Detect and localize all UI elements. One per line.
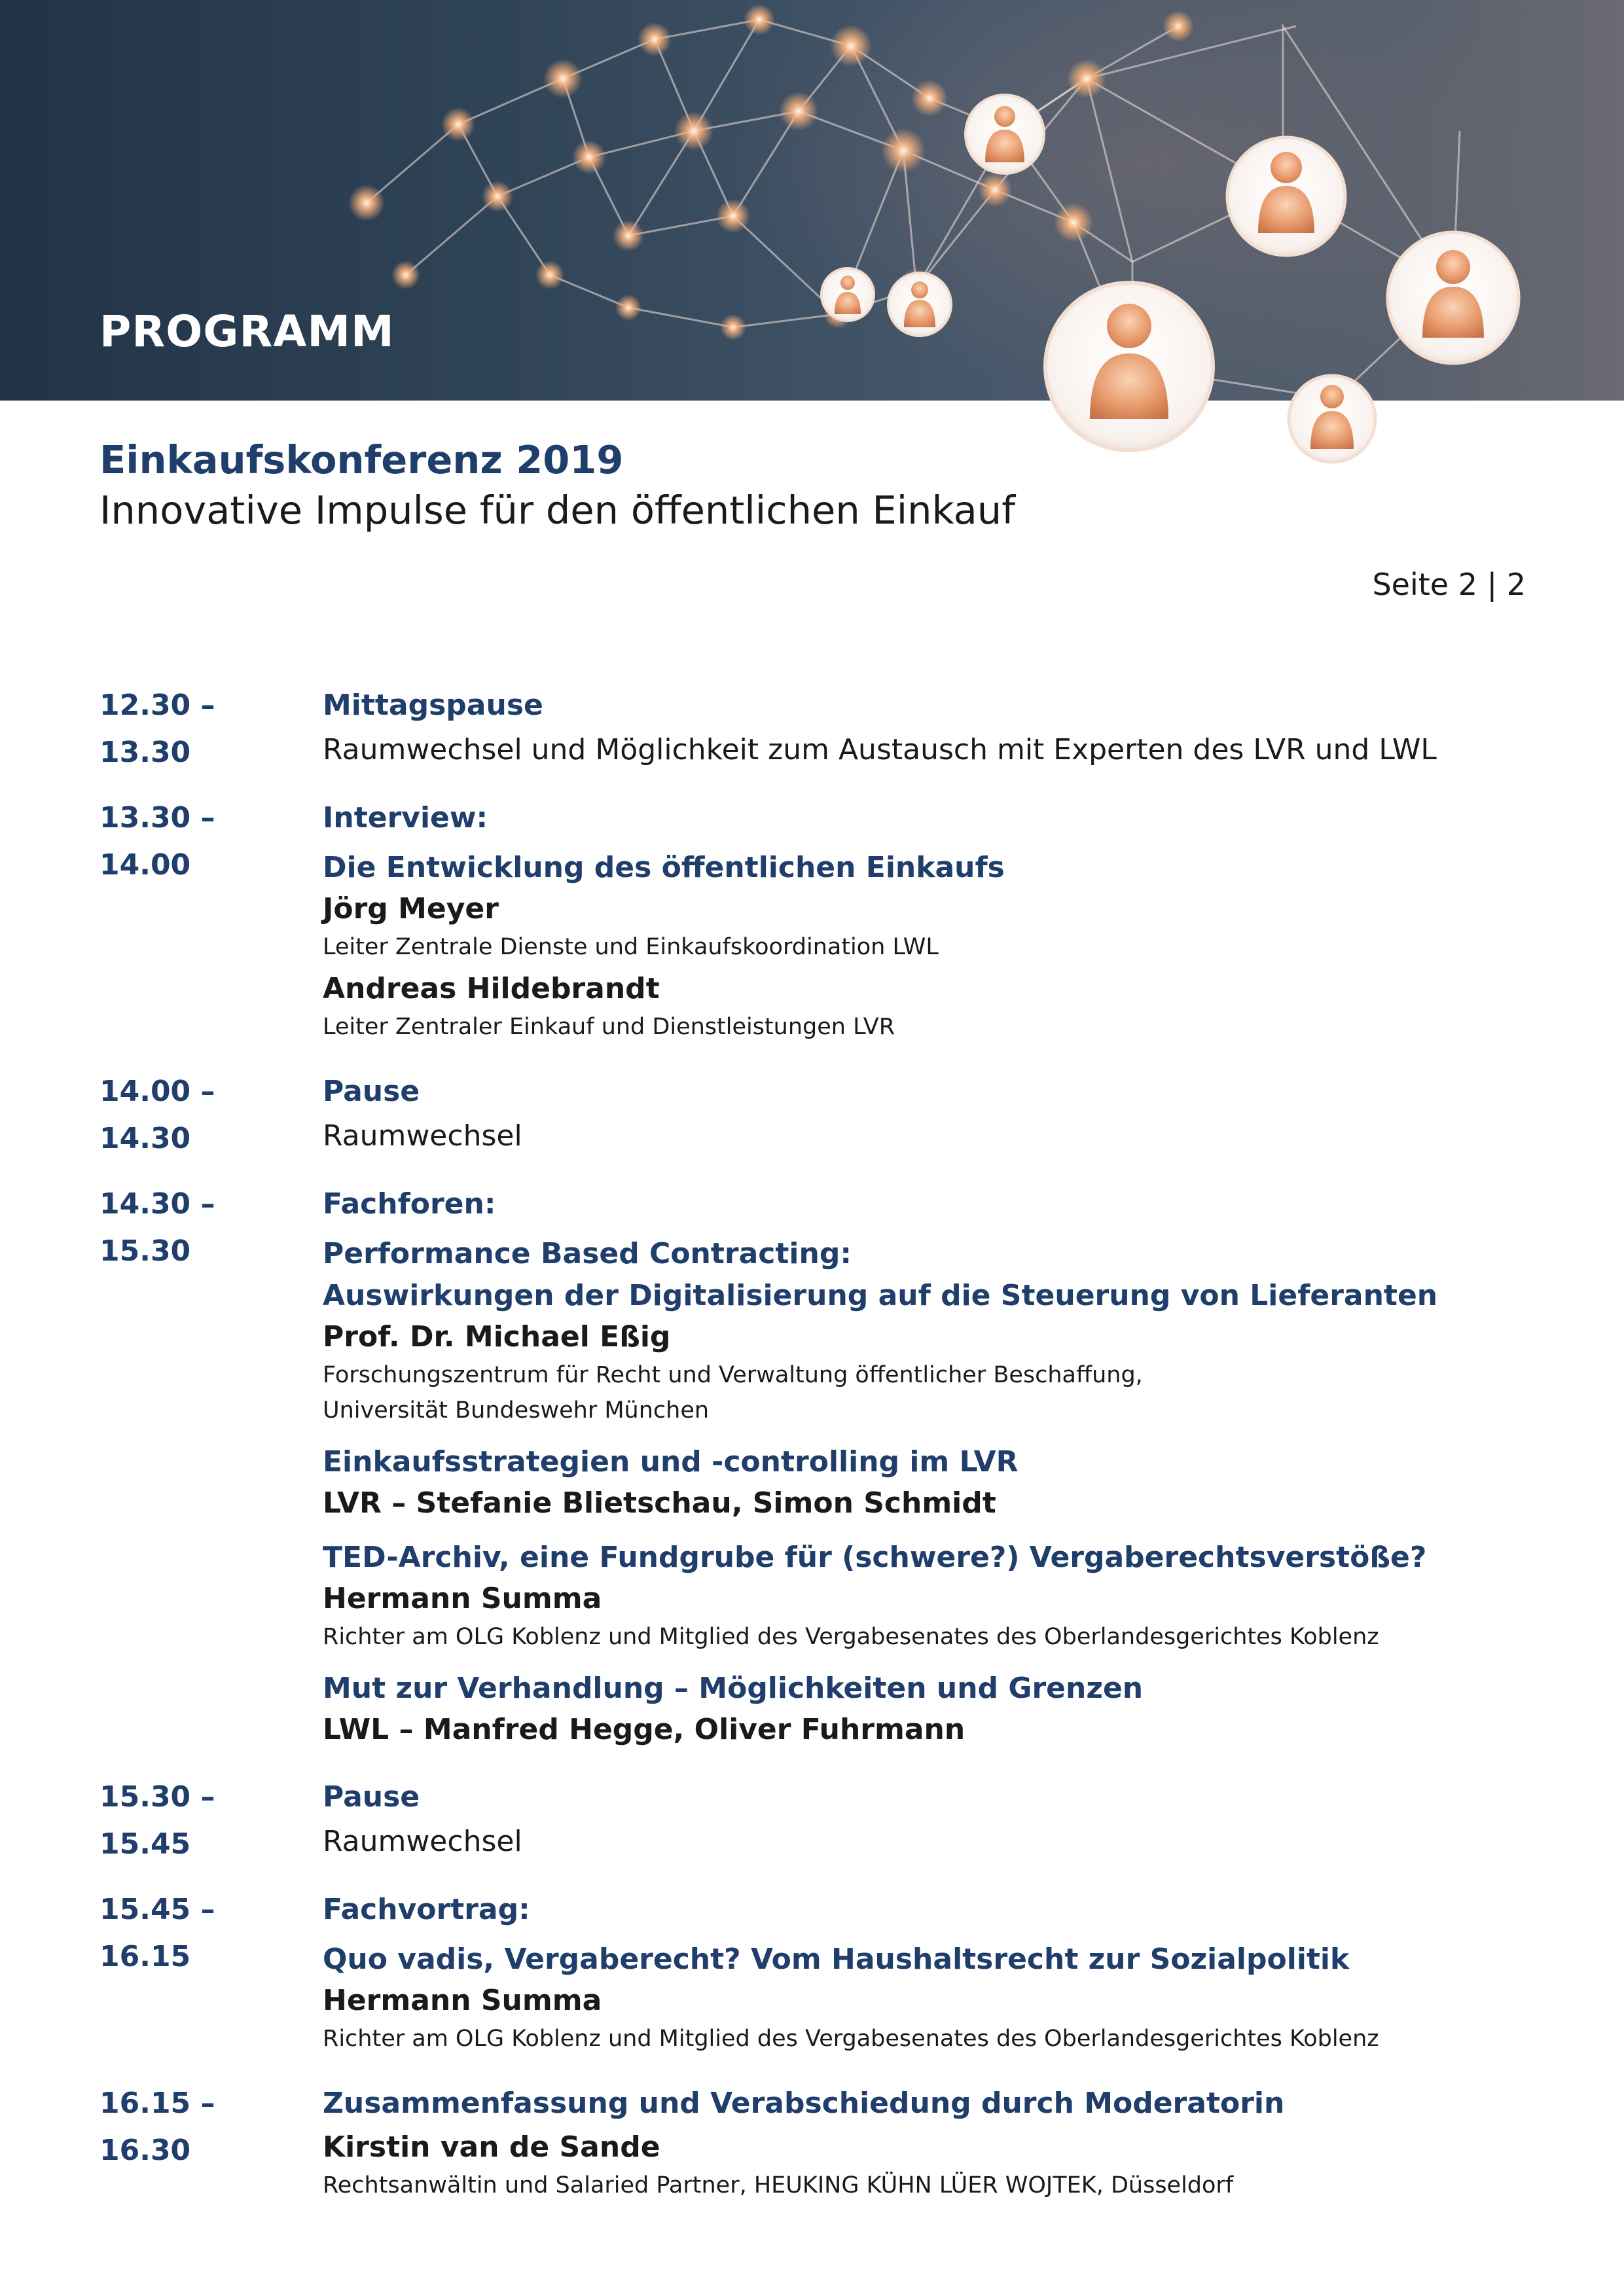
agenda-time: 12.30 – 13.30 xyxy=(99,689,215,769)
forum-block xyxy=(323,1233,1540,1428)
speaker-role: Forschungszentrum für Recht und Verwaltung öffentlicher Beschaffung, xyxy=(323,1362,1143,1388)
agenda-item xyxy=(99,1068,1540,1157)
agenda-label: Pause xyxy=(323,1075,420,1108)
agenda-time: 13.30 – 14.00 xyxy=(99,801,215,882)
speaker-name: LVR – Stefanie Blietschau, Simon Schmidt xyxy=(323,1486,996,1520)
agenda-label: Mittagspause xyxy=(323,689,543,722)
agenda-item xyxy=(99,1181,1540,1750)
speaker-role: Richter am OLG Koblenz und Mitglied des Vergabesenates des Oberlandesgerichtes Koblenz xyxy=(323,1624,1379,1650)
speaker-role-line2: Universität Bundeswehr München xyxy=(323,1397,710,1424)
agenda-label: Fachvortrag: xyxy=(323,1893,530,1926)
speaker-role: Rechtsanwältin und Salaried Partner, HEUKING KÜHN LÜER WOJTEK, Düsseldorf xyxy=(323,2172,1234,2198)
speaker-name: LWL – Manfred Hegge, Oliver Fuhrmann xyxy=(323,1713,965,1746)
header-banner-image xyxy=(0,0,1624,401)
speaker-name: Hermann Summa xyxy=(323,1984,602,2017)
agenda-time: 15.45 – 16.15 xyxy=(99,1893,215,1973)
speaker-name: Hermann Summa xyxy=(323,1582,602,1615)
agenda-time: 16.15 – 16.30 xyxy=(99,2087,215,2167)
forum-title: Performance Based Contracting: xyxy=(323,1237,852,1270)
agenda-note: Raumwechsel xyxy=(323,1825,522,1858)
agenda-item xyxy=(99,682,1540,771)
speaker-name: Prof. Dr. Michael Eßig xyxy=(323,1320,671,1354)
conference-title: Einkaufskonferenz 2019 xyxy=(99,437,624,482)
forum-block xyxy=(323,1441,1540,1524)
speaker-name: Kirstin van de Sande xyxy=(323,2130,660,2164)
forum-block xyxy=(323,1668,1540,1750)
speaker-name: Andreas Hildebrandt xyxy=(323,972,660,1005)
agenda-label: Pause xyxy=(323,1780,420,1814)
forum-title: Mut zur Verhandlung – Möglichkeiten und Grenzen xyxy=(323,1672,1144,1705)
agenda-note: Raumwechsel xyxy=(323,1119,522,1153)
agenda-label: Zusammenfassung und Verabschiedung durch Moderatorin xyxy=(323,2087,1285,2120)
forum-block xyxy=(323,1537,1540,1655)
agenda-time: 15.30 – 15.45 xyxy=(99,1780,215,1861)
agenda-item xyxy=(99,2080,1540,2203)
talk-title: Quo vadis, Vergaberecht? Vom Haushaltsrecht zur Sozialpolitik xyxy=(323,1943,1350,1976)
agenda-item xyxy=(99,1774,1540,1863)
agenda-item xyxy=(99,1886,1540,2056)
speaker-name: Jörg Meyer xyxy=(323,892,499,925)
forum-title-line2: Auswirkungen der Digitalisierung auf die Steuerung von Lieferanten xyxy=(323,1279,1438,1312)
speaker-role: Leiter Zentraler Einkauf und Dienstleistungen LVR xyxy=(323,1014,895,1040)
speaker-role: Leiter Zentrale Dienste und Einkaufskoordination LWL xyxy=(323,934,939,960)
agenda-label: Interview: xyxy=(323,801,488,834)
forum-title: TED-Archiv, eine Fundgrube für (schwere?) Vergaberechtsverstöße? xyxy=(323,1541,1427,1574)
conference-subtitle: Innovative Impulse für den öffentlichen Einkauf xyxy=(99,488,1015,533)
agenda-label: Fachforen: xyxy=(323,1187,496,1221)
speaker-role: Richter am OLG Koblenz und Mitglied des Vergabesenates des Oberlandesgerichtes Koblenz xyxy=(323,2026,1379,2052)
forum-title: Einkaufsstrategien und -controlling im LVR xyxy=(323,1445,1019,1479)
talk-title: Die Entwicklung des öffentlichen Einkaufs xyxy=(323,851,1005,884)
agenda-item xyxy=(99,795,1540,1045)
agenda-time: 14.00 – 14.30 xyxy=(99,1075,215,1155)
agenda-note: Raumwechsel und Möglichkeit zum Austausch mit Experten des LVR und LWL xyxy=(323,733,1437,766)
banner-title: PROGRAMM xyxy=(99,306,395,357)
agenda-time: 14.30 – 15.30 xyxy=(99,1187,215,1268)
agenda xyxy=(99,682,1540,2227)
page-indicator: Seite 2 | 2 xyxy=(1372,567,1526,602)
